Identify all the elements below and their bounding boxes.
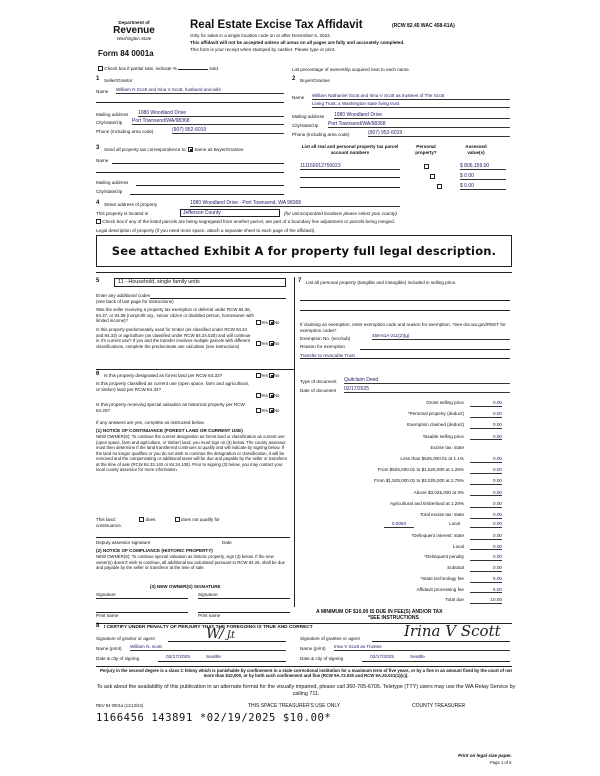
tax-2-label: *State technology fee	[420, 575, 464, 581]
accessibility-notice: To ask about the availability of this publication in an alternate format for the visually impaired, please call 360-705-6705. Teletype (TTY) users may use the WA Relay Service by calling 711.	[96, 684, 516, 697]
segregated-checkbox[interactable]	[96, 219, 101, 224]
section-3-number: 3	[96, 145, 100, 151]
buyer-mail-field[interactable]: 1080 Woodland Drive	[334, 112, 510, 119]
notice-1-text: NEW OWNER(S): To continue the current designation as forest land or classification as current use (open space, farm and agriculture, or timber) land, you must sign on (3) below. The county assessor must then determine if the land transferred continues to qualify and will indicate by signing below. If the land no longer qualifies or you do not wish to continue the designation or classification, it will be removed and the compensating or additional taxes will be due and payable by the seller or transferor at the time of sale (RCW 84.33.140 or 84.34.108). Prior to signing (3) below, you may contact your local county assessor for more information.	[96, 434, 288, 473]
notice-1-heading: (1) NOTICE OF CONTINUANCE (FOREST LAND OR CURRENT USE)	[96, 428, 243, 433]
tax-amount[interactable]: 0.00	[470, 456, 502, 463]
exemption-yes-no: Yes No	[256, 320, 279, 325]
tax-row	[330, 490, 502, 497]
tax-2-row	[330, 597, 502, 604]
see-instructions: *SEE INSTRUCTIONS	[368, 615, 419, 621]
notice-2-heading: (2) NOTICE OF COMPLIANCE (HISTORIC PROPERTY)	[96, 548, 213, 553]
logo-dept-line2: Revenue	[113, 24, 155, 36]
tax-row	[330, 400, 502, 407]
buyer-city-label: City/state/zip	[292, 123, 319, 128]
grantor-signature-label: Signature of grantor or agent	[96, 636, 155, 641]
tax-label: Exemption claimed (deduct)	[407, 422, 464, 428]
section-4-number: 4	[96, 200, 100, 206]
grantee-city-value[interactable]: Seattle	[410, 655, 425, 660]
legal-description-box[interactable]	[96, 235, 512, 267]
rcw-reference: (RCW 82.45 WAC 458-61A)	[392, 23, 455, 29]
section-8-number: 8	[96, 623, 100, 629]
tax-2-amount[interactable]: 0.00	[470, 565, 502, 572]
segregated-label: Check box if any of the listed parcels are being segregated from another parcel, are part of a boundary line adjustment or parcels being merged.	[102, 219, 395, 224]
assessed-value-3[interactable]: $ 0.00	[460, 183, 506, 190]
exemption-instructions: If claiming an exemption, enter exemption code and reason for exemption. *See dor.wa.gov/REET for exemption codes*	[300, 322, 506, 333]
section-1-number: 1	[96, 76, 100, 82]
header-note-2: This affidavit will not be accepted unless all areas on all pages are fully and accurately completed.	[190, 40, 405, 45]
forest-yes-checkbox[interactable]	[256, 373, 261, 378]
tax-amount[interactable]: 0.00	[470, 400, 502, 407]
new-owner-signature-heading: (3) NEW OWNER(S) SIGNATURE	[150, 584, 221, 589]
deputy-signature-label: Deputy assessor signature	[96, 540, 151, 545]
partial-sale-sold: sold.	[209, 66, 220, 71]
current-use-yes-no: Yes No	[256, 393, 279, 398]
document-date-field[interactable]: 02/17/2025	[344, 386, 510, 393]
grantee-name-label: Name (print)	[300, 646, 326, 651]
deputy-date-label: Date	[222, 540, 232, 545]
dor-logo	[98, 20, 170, 48]
correspondence-name-label: Name	[96, 158, 109, 163]
tax-2-row	[330, 544, 502, 551]
buyer-name-label: Name	[292, 95, 305, 100]
timber-yes-no: Yes No	[256, 341, 279, 346]
use-code-value: 11 - Household, single family units	[118, 279, 200, 285]
street-address-field[interactable]: 1080 Woodland Drive - Port Townsend, WA 98368	[190, 200, 400, 207]
header-note-1: Only for sales in a single location code on or after December 6, 2024.	[190, 33, 331, 38]
tax-row	[330, 411, 502, 418]
grantee-signature[interactable]: Irina V Scott	[404, 622, 501, 640]
local-rate-row	[330, 521, 502, 528]
section-5-number: 5	[96, 278, 100, 284]
same-as-buyer-checkbox[interactable]	[188, 147, 193, 152]
tax-2-label: *Delinquent interest: state	[411, 533, 464, 538]
tax-amount[interactable]: 0.00	[470, 411, 502, 418]
current-use-question: Is this property classified as current use (open space, farm and agricultural, or timber) land per RCW 84.34?	[96, 381, 249, 392]
tax-amount[interactable]	[470, 445, 502, 451]
tax-label: Less than $525,000.01 at 1.1%	[400, 456, 464, 461]
current-use-no-checkbox[interactable]	[269, 393, 274, 398]
tax-row	[330, 445, 502, 451]
buyer-city-field[interactable]: Port Townsend/WA/98368	[328, 121, 510, 128]
ownership-percentage-note: List percentage of ownership acquired next to each name.	[292, 67, 410, 72]
tax-2-row	[330, 587, 502, 594]
tax-row	[330, 422, 502, 429]
document-date-label: Date of document	[300, 388, 337, 393]
grantee-name-field[interactable]: Irina V Scott as Trustee	[334, 644, 510, 651]
street-label: Street address of property	[104, 202, 158, 207]
grantor-name-label: Name (print)	[96, 646, 122, 651]
header-note-3: This form is your receipt when stamped by cashier. Please type or print.	[190, 47, 336, 52]
seller-mail-field[interactable]: 1080 Woodland Drive	[138, 110, 284, 117]
personal-property-checkbox-3[interactable]	[437, 184, 442, 189]
grantor-date-value[interactable]: 02/17/2025	[166, 655, 191, 660]
tax-amount[interactable]: 0.00	[470, 422, 502, 429]
tax-2-amount[interactable]: 5.00	[470, 576, 502, 583]
local-rate-label: Local	[449, 521, 460, 526]
tax-row	[330, 434, 502, 441]
seller-name-label: Name	[96, 89, 109, 94]
unincorporated-note: (for unincorporated locations please select your county)	[284, 211, 397, 216]
tax-amount[interactable]: 0.00	[470, 467, 502, 474]
grantor-date-label: Date & city of signing	[96, 656, 140, 661]
tax-label: From $525,000.01 to $1,525,000 at 1.28%	[377, 467, 464, 473]
legal-description-label: Legal description of property (if you need more space, attach a separate sheet to each page of the affidavit).	[96, 228, 316, 233]
exemption-yes-checkbox[interactable]	[256, 320, 261, 325]
exemption-question: Was the seller receiving a property tax exemption or deferral under RCW 84.36, 84.37, or 84.38 (nonprofit org., senior citizen or disabled person, homeowner with limited income)?	[96, 307, 254, 323]
local-tax-amount[interactable]: 0.00	[470, 521, 502, 528]
notice-2-text: NEW OWNER(S): To continue special valuation as historic property, sign (3) below. If the new owner(s) doesn't wish to continue, all additional tax calculated pursuant to RCW 84.26, shall be due and payable by the seller or transferor at the time of sale.	[96, 554, 286, 571]
personal-property-checkbox-2[interactable]	[430, 174, 435, 179]
current-use-yes-checkbox[interactable]	[256, 393, 261, 398]
tax-row	[330, 501, 502, 508]
tax-row	[330, 512, 502, 519]
tax-label: Total excise tax: state	[420, 512, 464, 517]
local-rate-value[interactable]: 0.0050	[384, 521, 414, 528]
same-as-buyer-label: Same as Buyer/Grantee	[194, 147, 244, 152]
buyer-mail-label: Mailing address	[292, 114, 325, 119]
forest-no-checkbox[interactable]	[269, 373, 274, 378]
tax-2-label: Affidavit processing fee	[416, 586, 464, 592]
parcel-col-header: List all real and personal property tax parcel account numbers	[301, 144, 399, 155]
continuance-label: continuance.	[96, 523, 123, 528]
tax-amount[interactable]: 0.00	[470, 512, 502, 519]
page-number: Page 1 of 6	[490, 760, 512, 765]
legal-description-text: See attached Exhibit A for property full legal description.	[111, 243, 497, 258]
tax-2-row	[330, 576, 502, 583]
county-treasurer-label: COUNTY TREASURER	[412, 703, 466, 709]
parcel-number-field[interactable]: 111160012750023	[300, 163, 400, 170]
owner-signature-label-1: Signature	[96, 592, 116, 597]
exemption-number-field[interactable]: 458-61A-211(2)(g)	[372, 333, 510, 340]
section-2-number: 2	[292, 76, 296, 82]
tax-label: Taxable selling price	[422, 433, 464, 439]
historic-question: Is this property receiving special valuation as historical property per RCW 84.26?	[96, 402, 245, 413]
timber-question: Is this property predominately used for timber (as classified under RCW 84.34 and 84.33) or agriculture (as classified under RCW 84.34.020) and will continue in it's current use? If yes and the transfer involves multiple parcels with different classifications, complete the predominate use calculator (see instructions)	[96, 327, 251, 349]
see-back-label: (see back of last page for instructions)	[96, 299, 174, 304]
grantee-signature-label: Signature of grantee or agent	[300, 636, 360, 641]
use-code-select[interactable]	[114, 278, 286, 287]
assessed-value-1[interactable]: $ 806,159.00	[460, 163, 506, 170]
buyer-phone-label: Phone (including area code)	[292, 132, 350, 137]
tax-amount[interactable]: 0.00	[470, 490, 502, 497]
buyer-phone-field[interactable]: (907) 952-6019	[368, 130, 510, 137]
additional-codes-label: Enter any additional codes	[96, 293, 151, 298]
seller-city-label: City/state/zip	[96, 120, 123, 125]
does-label: does	[145, 517, 156, 522]
tax-label: Gross selling price	[426, 400, 464, 405]
grantor-city-value[interactable]: Seattle	[206, 655, 221, 660]
partial-sale-row	[98, 66, 219, 72]
minimum-due-notice: A MINIMUM OF $10.00 IS DUE IN FEE(S) AND/OR TAX	[316, 609, 443, 615]
personal-property-checkbox-1[interactable]	[424, 164, 429, 169]
page-title: Real Estate Excise Tax Affidavit	[190, 19, 363, 31]
forest-yes-no: Yes No	[256, 373, 279, 378]
tax-label: Above $3,025,000 at 3%	[413, 489, 464, 495]
county-select[interactable]	[180, 209, 280, 217]
this-land-label: This land:	[96, 517, 116, 522]
tax-amount[interactable]: 0.00	[470, 501, 502, 508]
seller-city-field[interactable]: Port Townsend/WA/98368	[132, 118, 284, 125]
buyer-name-field-1[interactable]: William Nathaniel Scott and Irina V Scott as trustees of The Scott	[312, 93, 510, 100]
receipt-stamp: 1166456 143891 *02/19/2025 $10.00*	[96, 712, 332, 724]
forest-question: Is this property designated as forest land per RCW 84.33?	[104, 373, 223, 378]
located-label: This property is located in	[96, 211, 149, 216]
correspondence-label: Send all property tax correspondence to:	[104, 147, 187, 152]
tax-2-label: Subtotal	[447, 565, 464, 571]
certify-statement: I CERTIFY UNDER PENALTY OF PERJURY THAT THE FOREGOING IS TRUE AND CORRECT	[104, 625, 313, 630]
assessed-value-2[interactable]: $ 0.00	[460, 173, 506, 180]
correspondence-city-label: City/state/zip	[96, 189, 123, 194]
correspondence-heading	[104, 147, 244, 153]
document-type-label: Type of document	[300, 379, 337, 384]
does-not-label: does not qualify for	[181, 517, 220, 522]
owner-signature-label-2: Signature	[198, 592, 218, 597]
logo-dept-line3: Washington State	[116, 35, 152, 41]
logo-dept-line1: Department of	[118, 20, 150, 25]
tax-2-amount[interactable]: 0.00	[470, 544, 502, 551]
qualify-row	[96, 517, 290, 523]
tax-2-amount[interactable]: 0.00	[470, 554, 502, 561]
seller-heading: Seller/Grantor	[104, 78, 133, 83]
seller-mail-label: Mailing address	[96, 112, 129, 117]
tax-label: Agricultural and timberland at 1.28%	[389, 500, 464, 506]
correspondence-mail-label: Mailing address	[96, 180, 129, 185]
tax-label: *Personal property (deduct)	[407, 411, 464, 417]
tax-label: Excise tax: state	[430, 444, 464, 450]
legal-paper-note: Print on legal size paper.	[458, 753, 512, 758]
tax-amount[interactable]: 0.00	[470, 478, 502, 485]
tax-2-row	[330, 565, 502, 572]
owner-print-name-label-1: Print name	[96, 613, 119, 618]
tax-row	[330, 467, 502, 474]
document-type-field[interactable]: Quitclaim Deed	[344, 377, 510, 384]
exemption-reason-value[interactable]: Transfer to revocable Trust	[300, 353, 355, 358]
section-7-number: 7	[298, 278, 302, 284]
perjury-notice: Perjury in the second degree is a class C felony which is punishable by confinement in a state correctional institution for a maximum term of five years, or by a fine in an amount fixed by the court of not more than $10,000, or by both such confinement and fine (RCW 9A.72.030 and RCW 9A.20.021(1)(c)).	[100, 668, 512, 679]
grantee-date-value[interactable]: 02/17/2025	[370, 655, 395, 660]
assessed-col-header: Assessed value(s)	[465, 144, 487, 155]
tax-2-row	[330, 533, 502, 540]
segregated-row	[96, 219, 516, 225]
answer-note: If any answers are yes, complete as instructed below.	[96, 420, 205, 425]
seller-phone-field[interactable]: (907) 952-6019	[172, 127, 284, 134]
tax-2-label: Local	[453, 543, 464, 549]
form-number: Form 84 0001a	[98, 49, 154, 58]
historic-yes-no: Yes No	[256, 408, 279, 413]
does-not-checkbox[interactable]	[175, 517, 180, 522]
treasurer-use-label: THIS SPACE TREASURER'S USE ONLY	[248, 703, 341, 709]
tax-2-amount[interactable]: 0.00	[470, 533, 502, 540]
seller-phone-label: Phone (including area code)	[96, 129, 154, 134]
revision-label: REV 84 0001a (11/13/24)	[96, 703, 144, 708]
tax-2-label: *Delinquent penalty	[424, 554, 464, 560]
buyer-name-field-2[interactable]: Living Trust, a Washington state living trust	[312, 101, 510, 108]
personal-property-heading: List all personal property (tangible and intangible) included in selling price.	[306, 280, 457, 285]
tax-label: From $1,525,000.01 to $3,025,000 at 2.75%	[373, 478, 464, 484]
tax-2-amount[interactable]: 10.00	[470, 597, 502, 604]
tax-2-row	[330, 554, 502, 561]
section-6-number: 6	[96, 371, 100, 377]
historic-no-checkbox[interactable]	[269, 408, 274, 413]
tax-row	[330, 478, 502, 485]
does-checkbox[interactable]	[139, 517, 144, 522]
seller-name-field[interactable]: William N Scott and Irina V Scott, husband and wife	[116, 87, 284, 94]
historic-yes-checkbox[interactable]	[256, 408, 261, 413]
tax-row	[330, 456, 502, 463]
timber-yes-checkbox[interactable]	[256, 341, 261, 346]
timber-no-checkbox[interactable]	[269, 341, 274, 346]
county-value: Jefferson County	[183, 210, 221, 216]
tax-amount[interactable]: 0.00	[470, 434, 502, 441]
tax-2-label: Total due	[445, 597, 464, 603]
exemption-reason-label: Reason for exemption	[300, 344, 345, 349]
grantor-signature[interactable]: W/ J.t	[206, 626, 234, 642]
partial-sale-checkbox[interactable]	[98, 66, 103, 71]
personal-col-header: Personal property?	[415, 144, 437, 155]
tax-2-amount[interactable]: 5.00	[470, 587, 502, 594]
partial-sale-label: Check box if partial sale, indicate %	[104, 66, 177, 71]
exemption-number-label: Exemption No. (sec/sub)	[300, 336, 351, 341]
owner-print-name-label-2: Print name	[198, 613, 221, 618]
exemption-no-checkbox[interactable]	[269, 320, 274, 325]
buyer-heading: Buyer/Grantee	[300, 78, 330, 83]
grantor-name-field[interactable]: William N. scott	[130, 644, 286, 651]
grantee-date-label: Date & city of signing	[300, 656, 344, 661]
